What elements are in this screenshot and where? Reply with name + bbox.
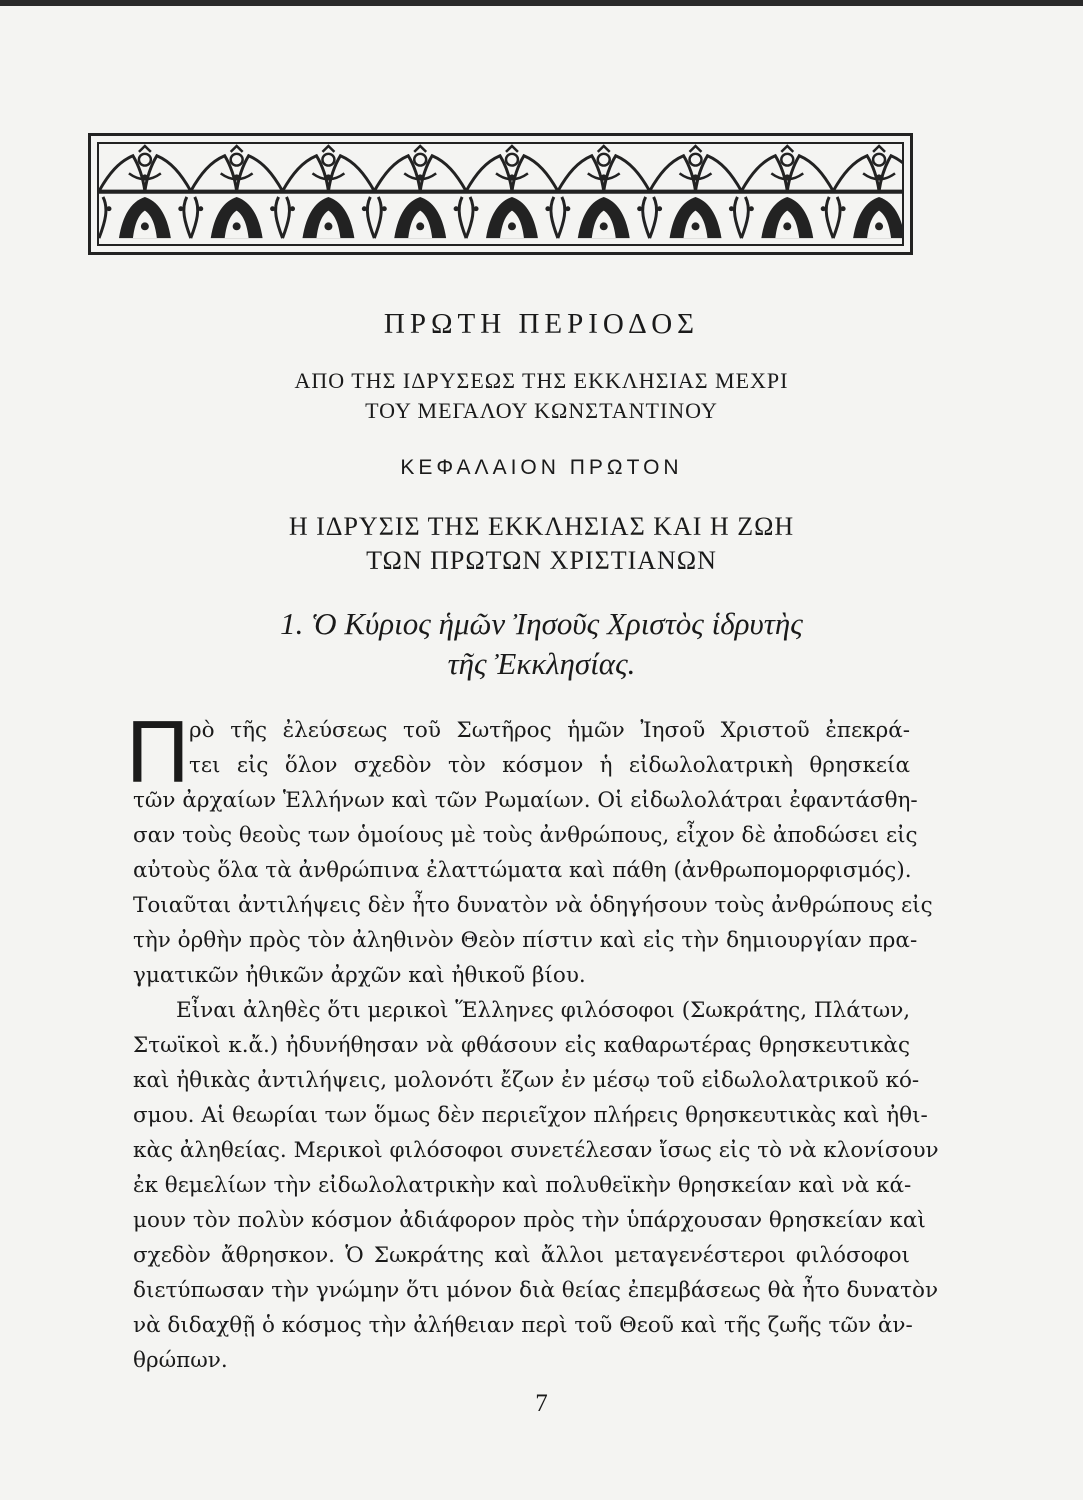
paragraph-line: Εἶναι ἀληθὲς ὅτι μερικοὶ Ἕλληνες φιλόσοφοι (Σωκράτης, Πλάτων,	[176, 998, 911, 1023]
paragraph-line: γματικῶν ἠθικῶν ἀρχῶν καὶ ἠθικοῦ βίου.	[133, 963, 586, 988]
paragraph-line: θρώπων.	[133, 1348, 228, 1373]
paragraph-line: τῶν ἀρχαίων Ἑλλήνων καὶ τῶν Ρωμαίων. Οἱ εἰδωλολάτραι ἐφαντάσθη-	[133, 788, 918, 813]
paragraph-line: Τοιαῦται ἀντιλήψεις δὲν ἦτο δυνατὸν νὰ ὁδηγήσουν τοὺς ἀνθρώπους εἰς	[133, 893, 933, 918]
ornamental-banner-pattern	[97, 142, 904, 246]
period-subtitle-line: ΤΟΥ ΜΕΓΑΛΟΥ ΚΩΝΣΤΑΝΤΙΝΟΥ	[365, 398, 718, 423]
ornament-pattern-icon	[99, 144, 902, 244]
period-subtitle-line: ΑΠΟ ΤΗΣ ΙΔΡΥΣΕΩΣ ΤΗΣ ΕΚΚΛΗΣΙΑΣ ΜΕΧΡΙ	[294, 368, 789, 393]
chapter-title-line: ΤΩΝ ΠΡΩΤΩΝ ΧΡΙΣΤΙΑΝΩΝ	[366, 546, 717, 575]
paragraph-line: τὴν ὀρθὴν πρὸς τὸν ἀληθινὸν Θεὸν πίστιν καὶ εἰς τὴν δημιουργίαν πρα-	[133, 928, 918, 953]
drop-cap: Π	[126, 702, 190, 801]
paragraph-line: μουν τὸν πολὺν κόσμον ἀδιάφορον πρὸς τὴν ὑπάρχουσαν θρησκείαν καὶ	[133, 1208, 926, 1233]
section-title-line: 1. Ὁ Κύριος ἡμῶν Ἰησοῦς Χριστὸς ἱδρυτὴς	[280, 606, 803, 641]
chapter-label: ΚΕΦΑΛΑΙΟΝ ΠΡΩΤΟΝ	[400, 456, 683, 479]
paragraph-line: ἐκ θεμελίων τὴν εἰδωλολατρικὴν καὶ πολυθεϊκὴν θρησκείαν καὶ νὰ κά-	[133, 1173, 912, 1198]
ornamental-banner	[88, 133, 913, 255]
paragraph-line: διετύπωσαν τὴν γνώμην ὅτι μόνον διὰ θείας ἐπεμβάσεως θὰ ἦτο δυνατὸν	[133, 1278, 939, 1303]
paragraph-line: νὰ διδαχθῇ ὁ κόσμος τὴν ἀλήθειαν περὶ τοῦ Θεοῦ καὶ τῆς ζωῆς τῶν ἀν-	[133, 1313, 913, 1338]
paragraph-line: καὶ ἠθικὰς ἀντιλήψεις, μολονότι ἔζων ἐν μέσῳ τοῦ εἰδωλολατρικοῦ κό-	[133, 1068, 920, 1093]
period-title: ΠΡΩΤΗ ΠΕΡΙΟΔΟΣ	[383, 308, 700, 340]
section-title-line: τῆς Ἐκκλησίας.	[447, 646, 636, 681]
page-number: 7	[535, 1390, 548, 1417]
paragraph-line: σμου. Αἱ θεωρίαι των ὅμως δὲν περιεῖχον πλήρεις θρησκευτικὰς καὶ ἠθι-	[133, 1103, 928, 1128]
paragraph-line: ρὸ τῆς ἐλεύσεως τοῦ Σωτῆρος ἡμῶν Ἰησοῦ Χριστοῦ ἐπεκρά-	[189, 718, 910, 743]
paragraph-line: Στωϊκοὶ κ.ἄ.) ἠδυνήθησαν νὰ φθάσουν εἰς καθαρωτέρας θρησκευτικὰς	[133, 1033, 910, 1058]
paragraph-line: σχεδὸν ἄθρησκον. Ὁ Σωκράτης καὶ ἄλλοι μεταγενέστεροι φιλόσοφοι	[133, 1243, 910, 1268]
paragraph-line: αὐτοὺς ὅλα τὰ ἀνθρώπινα ἐλαττώματα καὶ πάθη (ἀνθρωπομορφισμός).	[133, 858, 912, 883]
page-top-edge	[0, 0, 1083, 6]
paragraph-line: σαν τοὺς θεοὺς των ὁμοίους μὲ τοὺς ἀνθρώπους, εἶχον δὲ ἀποδώσει εἰς	[133, 823, 918, 848]
paragraph-line: τει εἰς ὅλον σχεδὸν τὸν κόσμον ἡ εἰδωλολατρικὴ θρησκεία	[189, 753, 910, 778]
paragraph-line: κὰς ἀληθείας. Μερικοὶ φιλόσοφοι συνετέλεσαν ἴσως εἰς τὸ νὰ κλονίσουν	[133, 1138, 939, 1163]
chapter-title-line: Η ΙΔΡΥΣΙΣ ΤΗΣ ΕΚΚΛΗΣΙΑΣ ΚΑΙ Η ΖΩΗ	[288, 512, 795, 541]
